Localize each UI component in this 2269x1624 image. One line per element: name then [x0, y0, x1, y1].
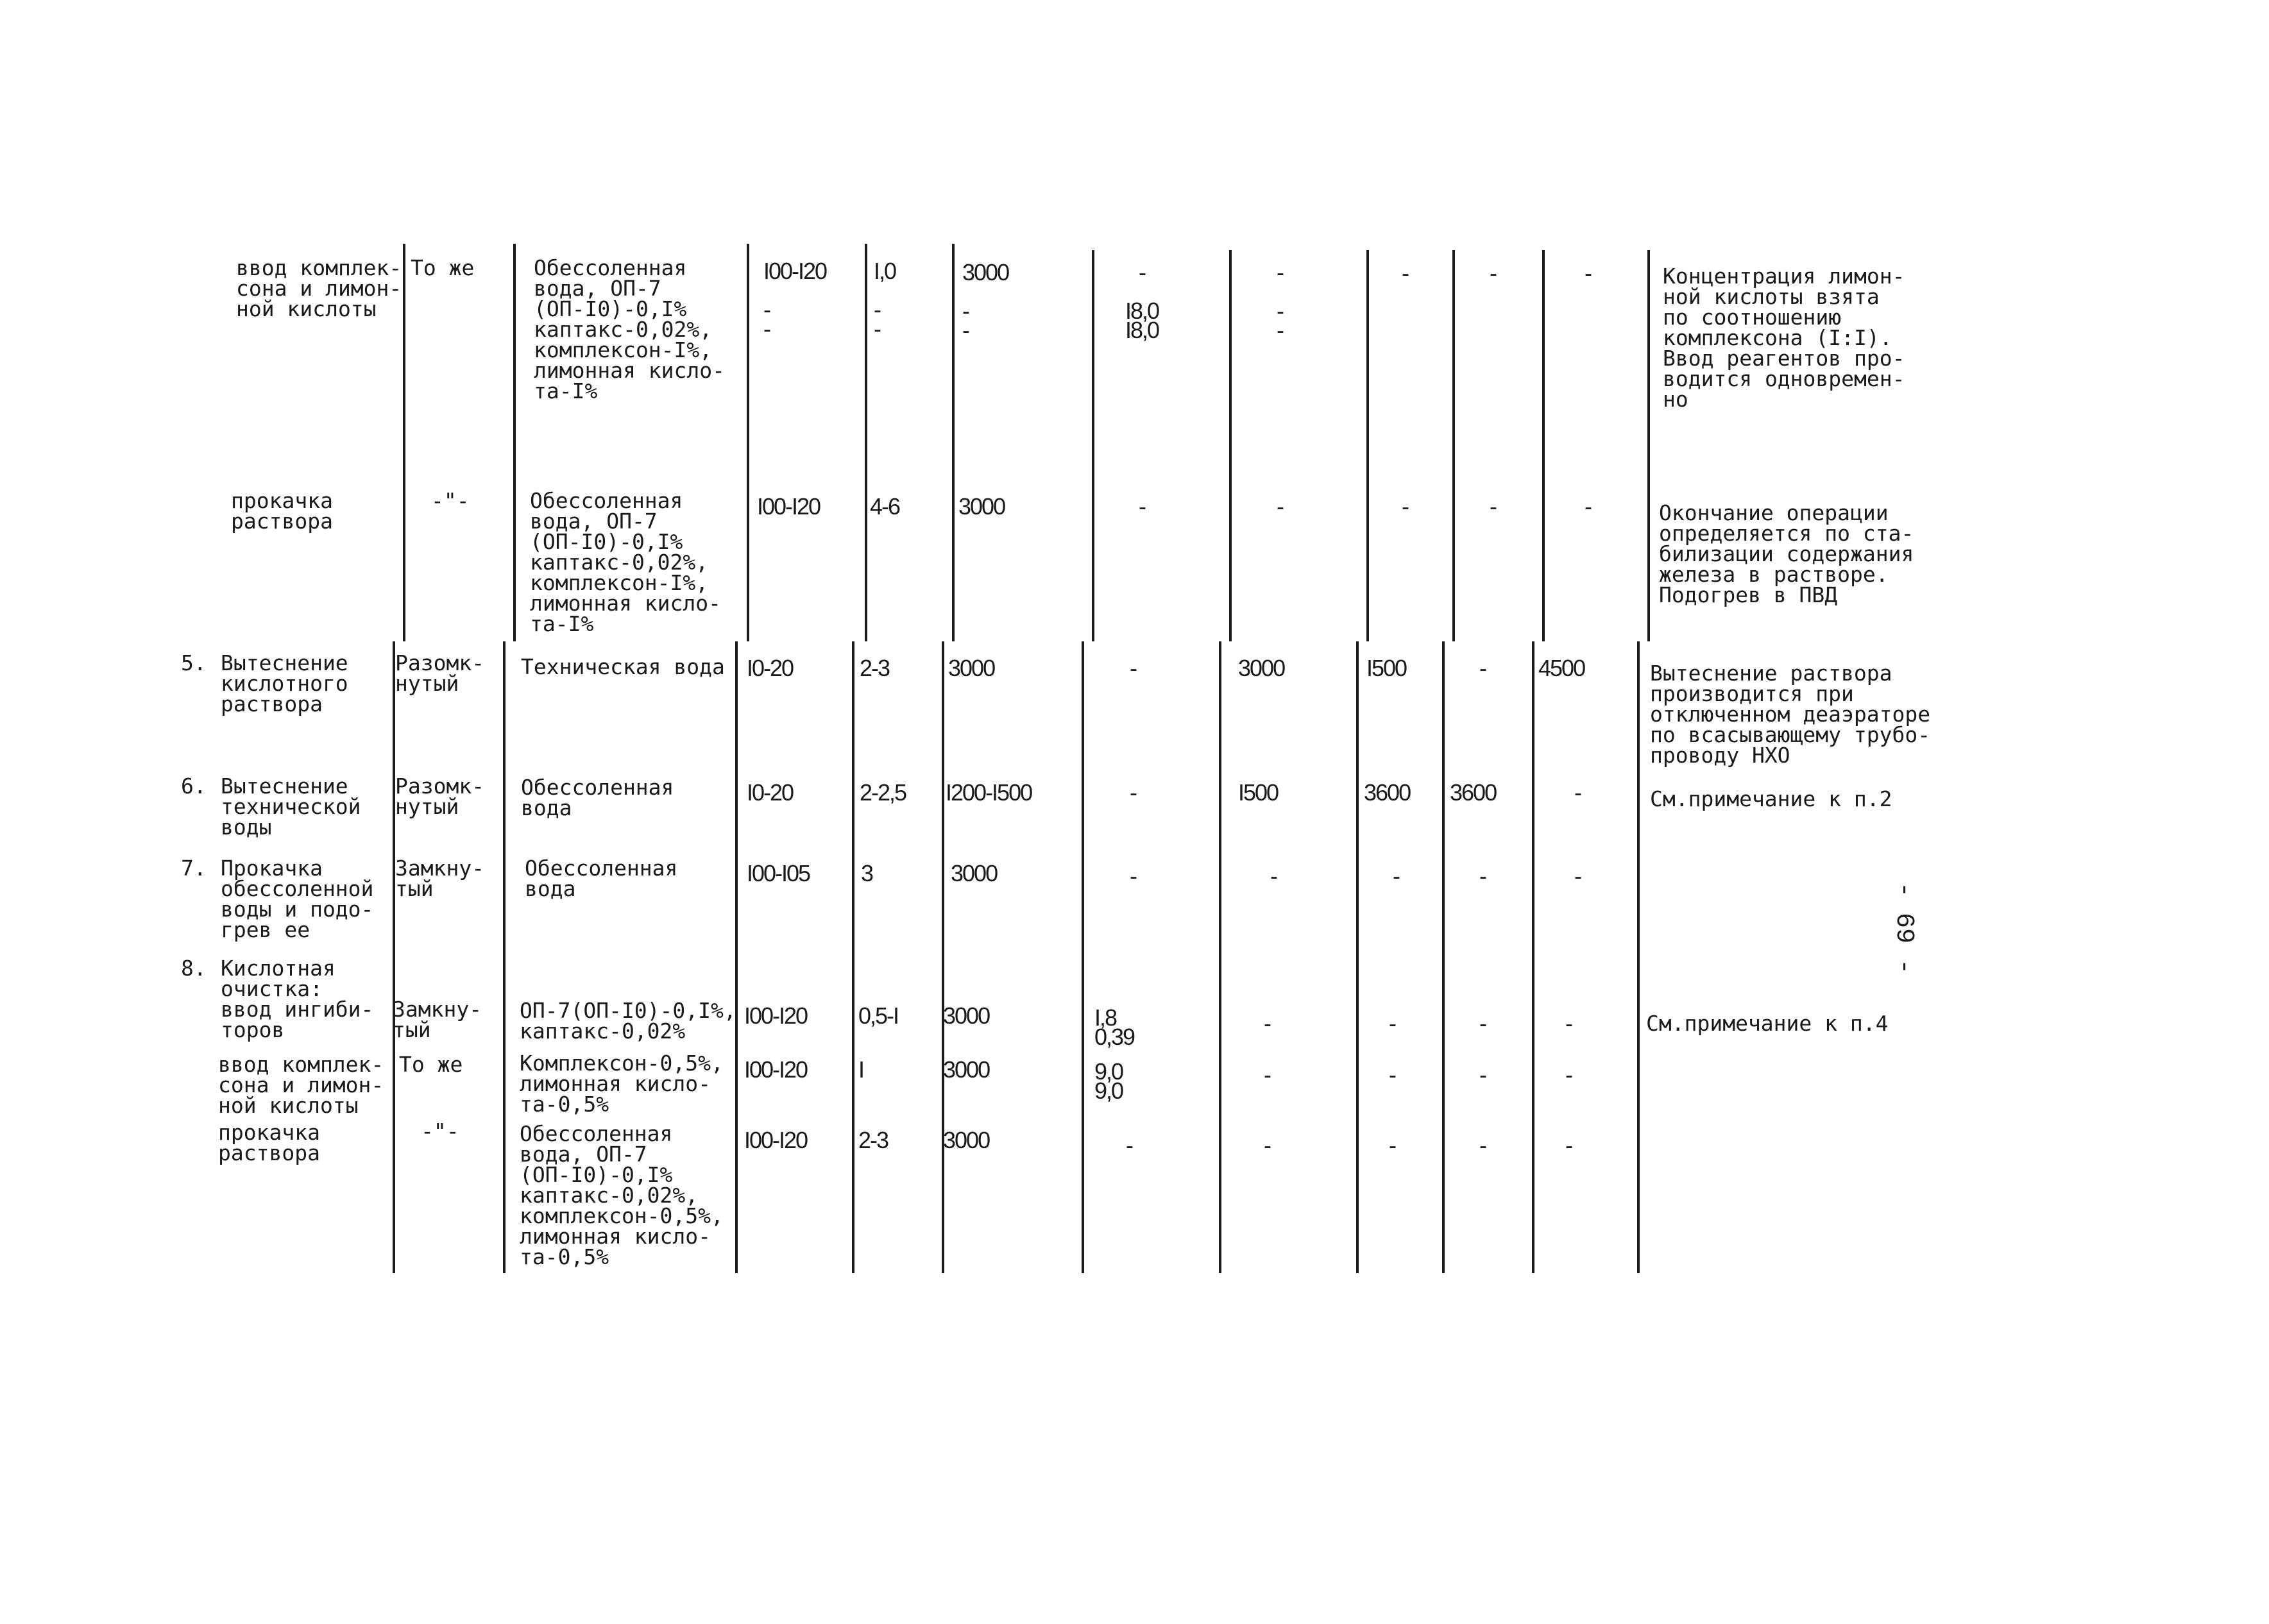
- duration-value: 2-3: [858, 1127, 888, 1153]
- operation-note: Окончание операции определяется по ста- билизации содержания железа в растворе. Подогрев в ПВД: [1659, 500, 1914, 607]
- item-number: 7.: [181, 856, 207, 881]
- circuit-scheme: -"-: [431, 488, 470, 513]
- operation-note: Концентрация лимон- ной кислоты взята по соотношению комплексона (I:I). Ввод реагентов про- водится одновремен- но: [1663, 264, 1905, 412]
- column-rule: [1647, 250, 1650, 641]
- column-rule: [1082, 641, 1084, 1273]
- value-col8: -: [1585, 260, 1591, 286]
- temperature-value: I0-20: [747, 655, 794, 681]
- duration-value: I,0 - -: [874, 258, 896, 342]
- value-col5: -: [1270, 863, 1277, 889]
- flow-value: 3000: [943, 1002, 990, 1029]
- column-rule: [942, 641, 944, 1273]
- value-col7: -: [1479, 655, 1486, 681]
- value-col6: -: [1389, 1132, 1395, 1158]
- flow-value: I200-I500: [946, 779, 1032, 806]
- column-rule: [1366, 250, 1369, 641]
- column-rule: [1542, 250, 1545, 641]
- value-col6: -: [1389, 1010, 1395, 1036]
- column-rule: [747, 244, 749, 641]
- value-col8: -: [1565, 1010, 1572, 1036]
- value-col7: -: [1479, 1010, 1486, 1036]
- operation-name: Прокачка обессоленной воды и подо- грев ее: [221, 856, 374, 942]
- value-col6: I500: [1366, 655, 1407, 681]
- value-col8: -: [1574, 779, 1581, 806]
- column-rule: [1229, 250, 1232, 641]
- circuit-scheme: То же: [399, 1052, 463, 1077]
- value-col7: -: [1479, 1062, 1486, 1088]
- operation-name: Вытеснение технической воды: [221, 774, 361, 840]
- flow-value: 3000: [958, 493, 1005, 520]
- value-col6: -: [1402, 493, 1408, 520]
- value-col6: -: [1389, 1062, 1395, 1088]
- value-col8: -: [1585, 493, 1591, 520]
- operation-name: прокачка раствора: [218, 1120, 320, 1165]
- temperature-value: I00-I05: [747, 860, 810, 886]
- value-col7: 3600: [1450, 779, 1497, 806]
- reagent-value: -: [1130, 863, 1136, 889]
- duration-value: 3: [861, 860, 873, 886]
- duration-value: 4-6: [870, 493, 900, 520]
- duration-value: 0,5-I: [858, 1002, 899, 1029]
- column-rule: [865, 244, 867, 641]
- temperature-value: I00-I20: [744, 1002, 808, 1029]
- value-col6: 3600: [1364, 779, 1411, 806]
- column-rule: [1356, 641, 1359, 1273]
- value-col6: -: [1393, 863, 1399, 889]
- temperature-value: I00-I20: [744, 1056, 808, 1083]
- value-col5: -: [1277, 493, 1283, 520]
- medium-composition: Обессоленная вода, ОП-7 (ОП-I0)-0,I% каптакс-0,02%, комплексон-0,5%, лимонная кисло- та-0,5%: [520, 1121, 724, 1269]
- column-rule: [1637, 641, 1640, 1273]
- reagent-value: -: [1139, 493, 1145, 520]
- column-rule: [1452, 250, 1455, 641]
- temperature-value: I00-I20 - -: [763, 258, 827, 342]
- value-col7: -: [1490, 260, 1496, 286]
- reagent-value: - I8,0 I8,0: [1125, 259, 1159, 343]
- item-number: 8.: [181, 956, 207, 981]
- value-col6: -: [1402, 260, 1408, 286]
- operation-name: прокачка раствора: [231, 488, 333, 534]
- column-rule: [1092, 250, 1094, 641]
- value-col8: -: [1565, 1132, 1572, 1158]
- temperature-value: I00-I20: [744, 1127, 808, 1153]
- value-col5: 3000: [1238, 655, 1285, 681]
- column-rule: [1219, 641, 1221, 1273]
- item-number: 6.: [181, 774, 207, 799]
- value-col7: -: [1479, 1132, 1486, 1158]
- value-col5: -: [1264, 1132, 1270, 1158]
- column-rule: [952, 244, 955, 641]
- medium-composition: ОП-7(ОП-I0)-0,I%, каптакс-0,02%: [520, 998, 736, 1044]
- medium-composition: Обессоленная вода: [521, 775, 674, 820]
- value-col8: 4500: [1538, 655, 1585, 681]
- column-rule: [513, 244, 516, 641]
- operation-name: Кислотная очистка: ввод ингиби- торов: [221, 956, 374, 1042]
- page-number: - 69 -: [1889, 882, 1918, 975]
- value-col7: -: [1490, 493, 1496, 520]
- reagent-value: -: [1126, 1132, 1132, 1158]
- operation-note: См.примечание к п.2: [1650, 786, 1892, 811]
- value-col7: -: [1479, 863, 1486, 889]
- medium-composition: Обессоленная вода, ОП-7 (ОП-I0)-0,I% каптакс-0,02%, комплексон-I%, лимонная кисло- та-I%: [534, 255, 726, 403]
- flow-value: 3000: [948, 655, 995, 681]
- operation-note: Вытеснение раствора производится при отключенном деаэраторе по всасывающему трубо- проводу НХО: [1650, 661, 1931, 768]
- value-col5: -: [1264, 1010, 1270, 1036]
- medium-composition: Обессоленная вода: [525, 856, 678, 901]
- column-rule: [1532, 641, 1534, 1273]
- circuit-scheme: -"-: [421, 1119, 459, 1144]
- circuit-scheme: Замкну- тый: [395, 856, 485, 901]
- operation-name: Вытеснение кислотного раствора: [221, 650, 348, 716]
- medium-composition: Комплексон-0,5%, лимонная кисло- та-0,5%: [520, 1051, 724, 1117]
- circuit-scheme: То же: [411, 255, 475, 280]
- medium-composition: Обессоленная вода, ОП-7 (ОП-I0)-0,I% каптакс-0,02%, комплексон-I%, лимонная кисло- та-I%: [530, 488, 722, 636]
- circuit-scheme: Замкну- тый: [393, 997, 482, 1042]
- value-col5: -: [1264, 1062, 1270, 1088]
- reagent-value: -: [1130, 655, 1136, 681]
- reagent-value: 9,0 9,0: [1094, 1058, 1123, 1104]
- temperature-value: I00-I20: [757, 493, 820, 520]
- value-col8: -: [1574, 863, 1581, 889]
- flow-value: 3000 - -: [962, 259, 1009, 343]
- medium-composition: Техническая вода: [521, 654, 725, 679]
- item-number: 5.: [181, 650, 207, 675]
- operation-name: ввод комплек- сона и лимон- ной кислоты: [218, 1052, 384, 1118]
- circuit-scheme: Разомк- нутый: [395, 650, 485, 696]
- circuit-scheme: Разомк- нутый: [395, 774, 485, 819]
- operation-note: См.примечание к п.4: [1646, 1011, 1889, 1036]
- flow-value: 3000: [943, 1127, 990, 1153]
- column-rule: [735, 641, 738, 1273]
- value-col8: -: [1565, 1062, 1572, 1088]
- operation-name: ввод комплек- сона и лимон- ной кислоты: [236, 255, 402, 321]
- duration-value: 2-3: [860, 655, 890, 681]
- flow-value: 3000: [951, 860, 998, 886]
- column-rule: [852, 641, 854, 1273]
- reagent-value: -: [1130, 779, 1136, 806]
- duration-value: I: [858, 1056, 864, 1083]
- value-col5: I500: [1238, 779, 1279, 806]
- duration-value: 2-2,5: [860, 779, 906, 806]
- temperature-value: I0-20: [747, 779, 794, 806]
- column-rule: [403, 244, 405, 641]
- flow-value: 3000: [943, 1056, 990, 1083]
- column-rule: [393, 641, 395, 1273]
- column-rule: [1442, 641, 1445, 1273]
- reagent-value: I,8 0,39: [1094, 1004, 1135, 1050]
- value-col5: - - -: [1277, 259, 1283, 343]
- column-rule: [503, 641, 506, 1273]
